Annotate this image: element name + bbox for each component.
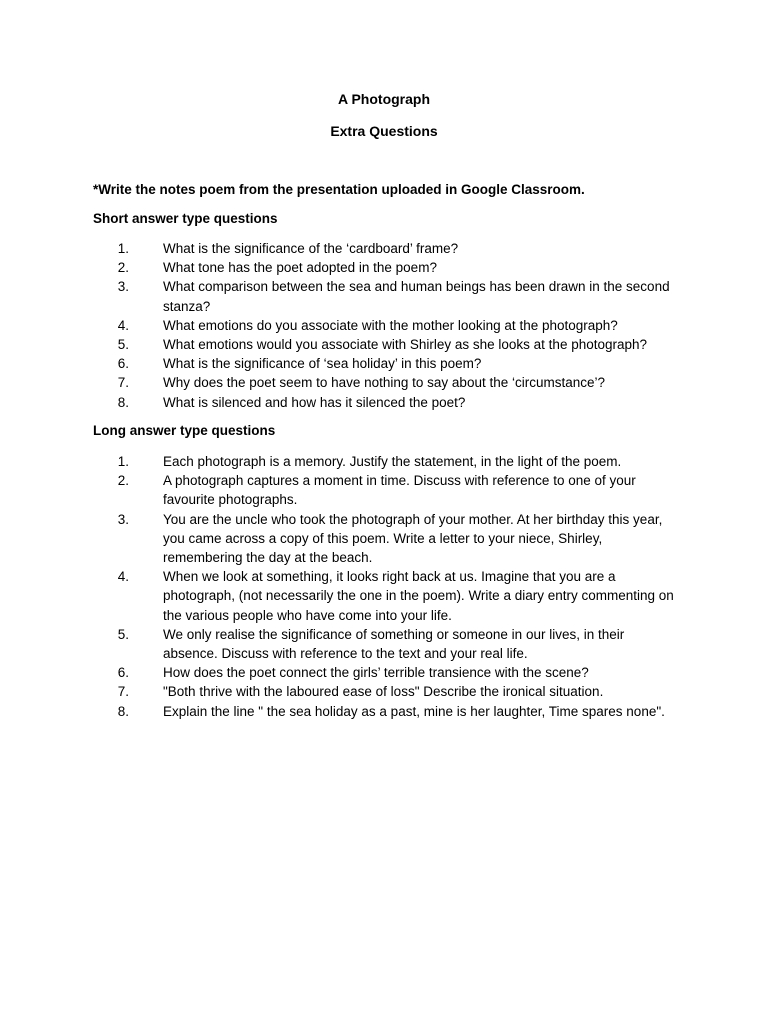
question-number: 4.	[117, 317, 129, 333]
question-text: A photograph captures a moment in time. Discuss with reference to one of your favourite photographs.	[163, 473, 636, 508]
list-item	[0, 702, 768, 721]
question-number: 2.	[117, 260, 129, 276]
question-text: We only realise the significance of something or someone in our lives, in their absence. Discuss with reference to the text and your real life.	[163, 626, 625, 662]
question-text: What is the significance of ‘sea holiday’ in this poem?	[163, 356, 482, 372]
question-number: 5.	[117, 626, 129, 642]
question-text: What comparison between the sea and human beings has been drawn in the second stanza?	[163, 279, 670, 314]
short-answer-heading: Short answer type questions	[93, 211, 278, 226]
list-item	[0, 373, 768, 392]
instruction-note: *Write the notes poem from the presentation uploaded in Google Classroom.	[93, 182, 585, 197]
list-item	[0, 663, 768, 682]
list-item	[0, 277, 768, 315]
question-text: What tone has the poet adopted in the poem?	[163, 260, 437, 276]
question-number: 5.	[117, 337, 129, 353]
list-item	[0, 335, 768, 354]
document-subtitle: Extra Questions	[330, 123, 438, 139]
list-item	[0, 625, 768, 663]
question-number: 1.	[117, 241, 129, 256]
question-number: 1.	[117, 454, 129, 469]
long-answer-heading: Long answer type questions	[93, 423, 276, 438]
list-item	[0, 316, 768, 335]
list-item	[0, 393, 768, 412]
short-answer-list	[0, 239, 768, 412]
list-item	[0, 354, 768, 373]
question-number: 7.	[117, 684, 129, 700]
question-text: You are the uncle who took the photograph of your mother. At her birthday this year, you came across a copy of this poem. Write a letter to your niece, Shirley, remembering the day at the beach.	[163, 511, 663, 566]
list-item	[0, 258, 768, 277]
question-text: Why does the poet seem to have nothing to say about the ‘circumstance’?	[163, 375, 606, 391]
list-item	[0, 239, 768, 258]
document-title: A Photograph	[337, 91, 431, 107]
list-item	[0, 510, 768, 568]
long-answer-list	[0, 452, 768, 721]
question-text: "Both thrive with the laboured ease of loss" Describe the ironical situation.	[163, 684, 604, 700]
question-text: What is the significance of the ‘cardboard’ frame?	[163, 241, 459, 256]
list-item	[0, 471, 768, 509]
question-text: When we look at something, it looks right back at us. Imagine that you are a photograph, (not necessarily the one in the poem). Write a diary entry commenting on the various people who have come into your life.	[163, 569, 674, 623]
list-item	[0, 452, 768, 471]
question-text: What emotions would you associate with Shirley as she looks at the photograph?	[163, 337, 648, 353]
question-number: 4.	[117, 569, 129, 585]
question-number: 8.	[117, 703, 129, 719]
question-text: How does the poet connect the girls’ terrible transience with the scene?	[163, 665, 589, 681]
question-number: 6.	[117, 356, 129, 372]
list-item	[0, 682, 768, 701]
question-number: 3.	[117, 511, 129, 527]
list-item	[0, 567, 768, 625]
question-text: Explain the line " the sea holiday as a past, mine is her laughter, Time spares none".	[163, 703, 665, 719]
question-number: 3.	[117, 279, 129, 295]
question-text: Each photograph is a memory. Justify the statement, in the light of the poem.	[163, 454, 622, 469]
question-number: 6.	[117, 665, 129, 681]
question-number: 7.	[117, 375, 129, 391]
question-text: What is silenced and how has it silenced the poet?	[163, 394, 466, 410]
question-number: 8.	[117, 394, 129, 410]
question-text: What emotions do you associate with the mother looking at the photograph?	[163, 317, 618, 333]
question-number: 2.	[117, 473, 129, 489]
